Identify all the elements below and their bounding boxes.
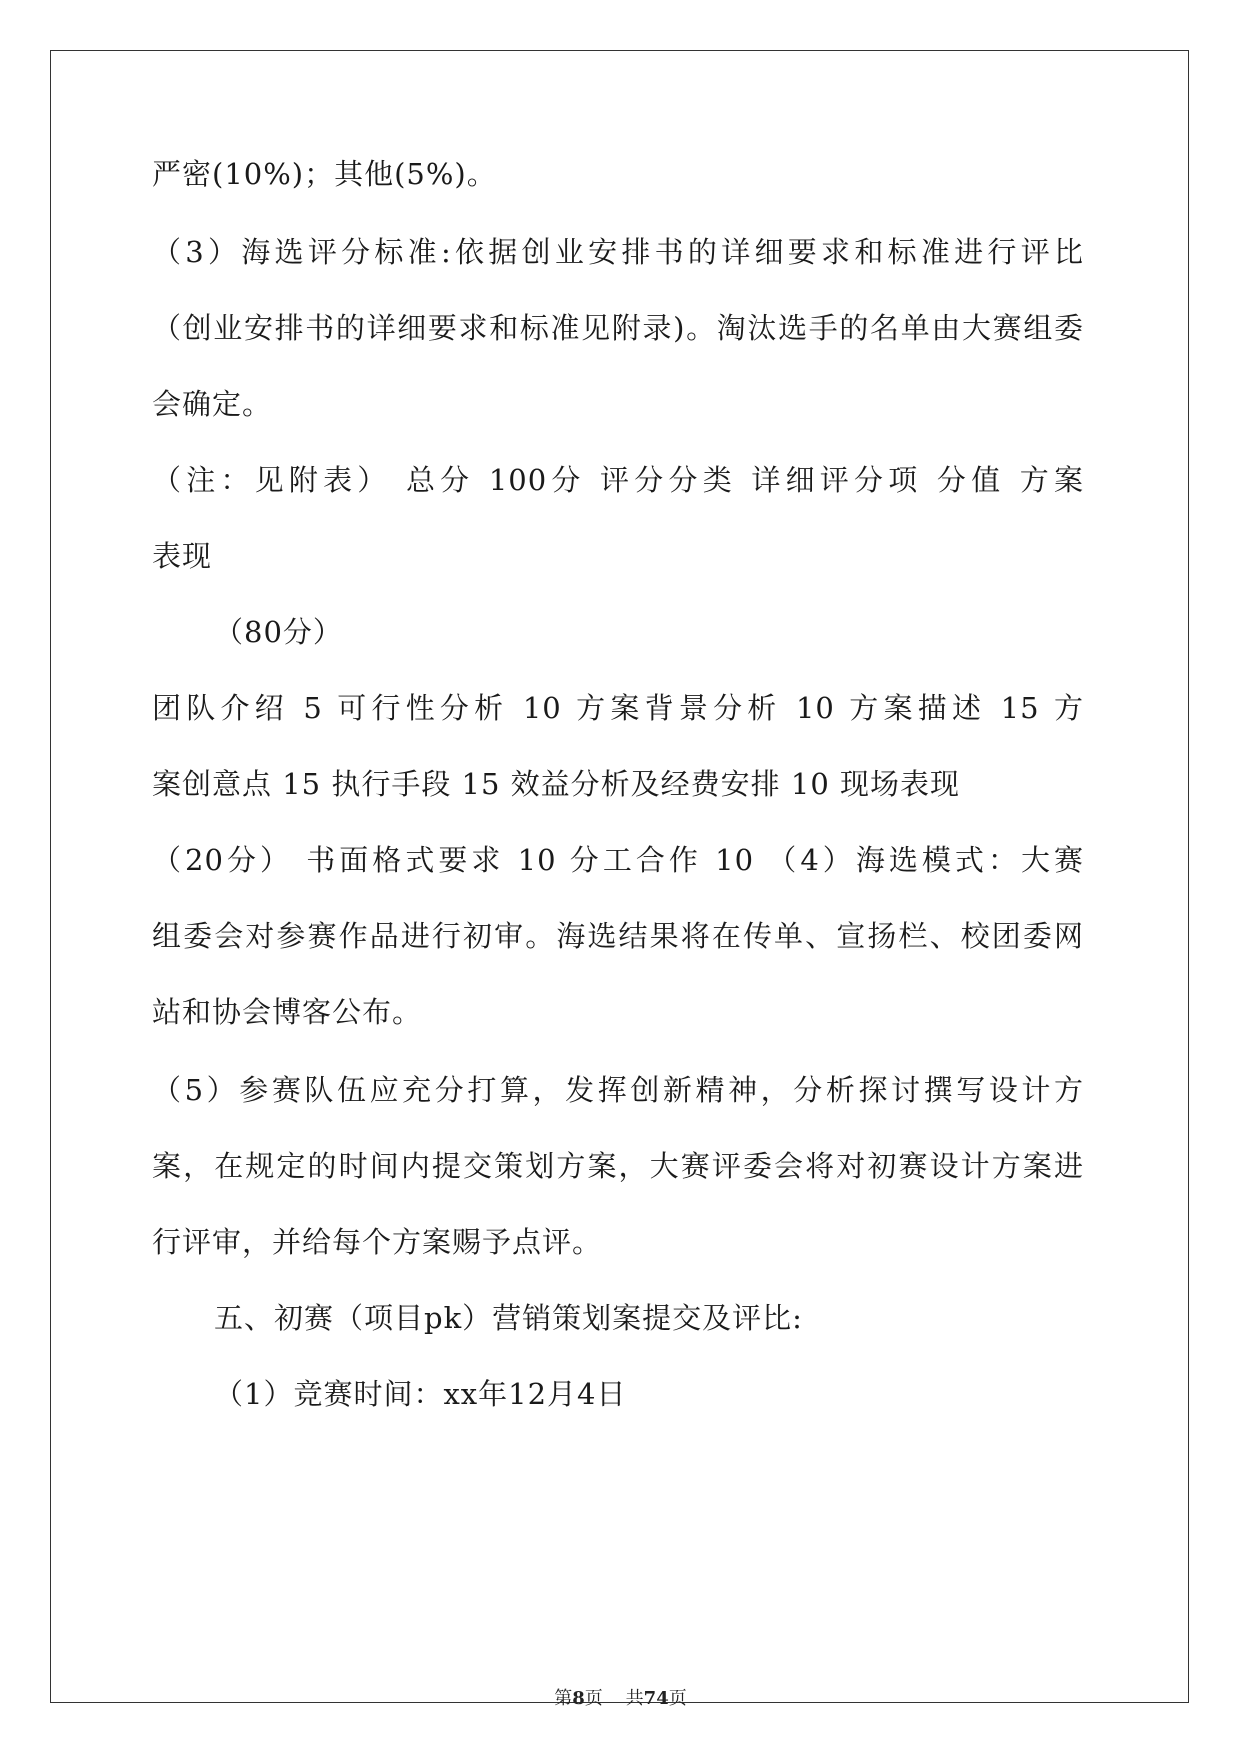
body-line-3: （创业安排书的详细要求和标准见附录)。淘汰选手的名单由大赛组委 xyxy=(152,311,1084,345)
body-line-1: 严密(10%)；其他(5%)。 xyxy=(152,157,497,191)
body-line-11: 组委会对参赛作品进行初审。海选结果将在传单、宣扬栏、校团委网 xyxy=(152,919,1084,953)
body-line-6: 表现 xyxy=(152,539,213,573)
footer-page-number: 8 xyxy=(572,1688,585,1709)
body-line-13: （5）参赛队伍应充分打算，发挥创新精神，分析探讨撰写设计方 xyxy=(152,1073,1084,1107)
body-line-17: （1）竞赛时间：xx年12月4日 xyxy=(214,1377,627,1411)
body-line-8: 团队介绍 5 可行性分析 10 方案背景分析 10 方案描述 15 方 xyxy=(152,691,1084,725)
body-line-5: （注：见附表） 总分 100分 评分分类 详细评分项 分值 方案 xyxy=(152,463,1084,497)
page-footer xyxy=(0,1688,1241,1710)
body-line-15: 行评审，并给每个方案赐予点评。 xyxy=(152,1225,603,1259)
footer-total-pages: 74 xyxy=(643,1688,669,1709)
footer-page-suffix: 页 xyxy=(584,1688,603,1709)
body-line-2: （3）海选评分标准:依据创业安排书的详细要求和标准进行评比 xyxy=(152,235,1084,269)
footer-page-prefix: 第 xyxy=(554,1688,573,1709)
body-line-4: 会确定。 xyxy=(152,387,273,421)
body-line-14: 案，在规定的时间内提交策划方案，大赛评委会将对初赛设计方案进 xyxy=(152,1149,1084,1183)
body-line-16: 五、初赛（项目pk）营销策划案提交及评比: xyxy=(214,1301,803,1335)
body-line-12: 站和协会博客公布。 xyxy=(152,995,423,1029)
footer-total-suffix: 页 xyxy=(668,1688,687,1709)
footer-total-prefix: 共 xyxy=(625,1688,644,1709)
body-line-10: （20分） 书面格式要求 10 分工合作 10 （4）海选模式：大赛 xyxy=(152,843,1084,877)
body-line-9: 案创意点 15 执行手段 15 效益分析及经费安排 10 现场表现 xyxy=(152,767,961,801)
body-line-7: （80分） xyxy=(214,615,343,649)
